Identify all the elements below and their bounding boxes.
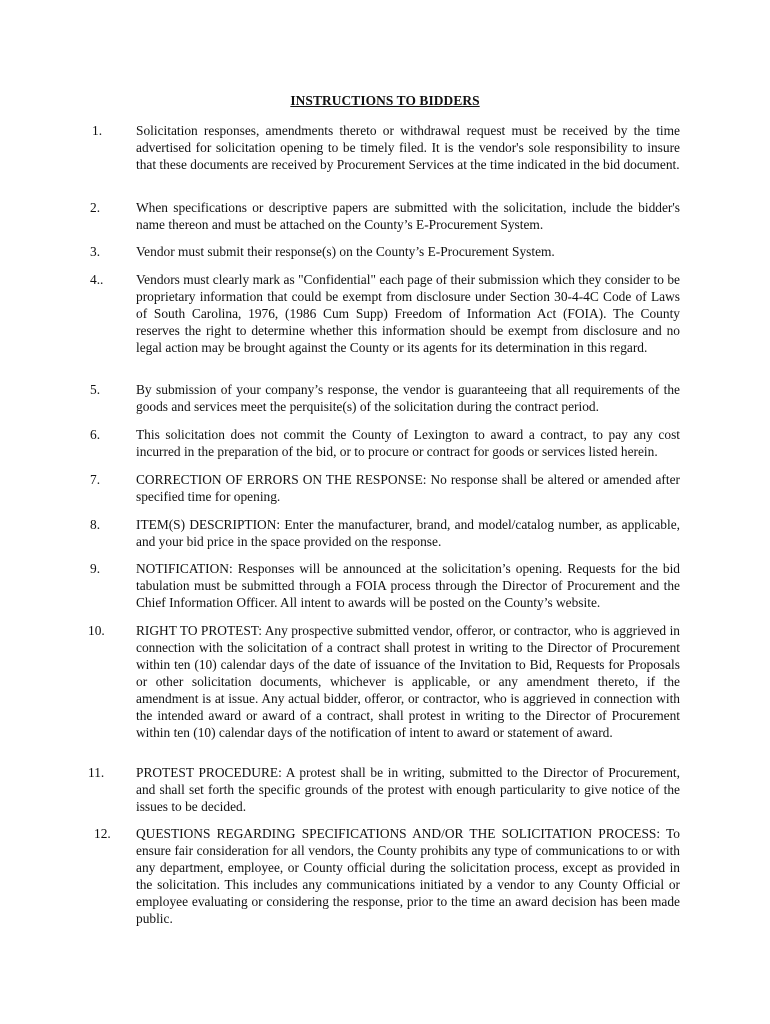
item-number: 3. (90, 244, 101, 259)
item-number: 8. (90, 517, 101, 532)
item-number: 9. (90, 561, 101, 576)
item-text: RIGHT TO PROTEST: Any prospective submitted vendor, offeror, or contractor, who is aggrieved in connection with the solicitation of a contract shall protest in writing to the Director of Procurement within ten (10) calendar days of the date of issuance of the Invitation to Bid, Requests for Proposals or other solicitation documents, whichever is applicable, or any amendment thereto, if the amendment is at issue. Any actual bidder, offeror, or contractor, who is aggrieved in connection with the intended award or award of a contract, shall protest in writing to the Director of Procurement within ten (10) calendar days of the notification of intent to award or statement of award. (136, 623, 680, 740)
item-text: Solicitation responses, amendments thereto or withdrawal request must be received by the time advertised for solicitation opening to be timely filed. It is the vendor's sole responsibility to insure that these documents are received by Procurement Services at the time indicated in the bid document. (136, 123, 680, 172)
item-text: ITEM(S) DESCRIPTION: Enter the manufacturer, brand, and model/catalog number, as applicable, and your bid price in the space provided on the response. (136, 517, 680, 549)
item-number: 1. (92, 123, 103, 138)
item-text: NOTIFICATION: Responses will be announced at the solicitation’s opening. Requests for the bid tabulation must be submitted through a FOIA process through the Director of Procurement and the Chief Information Officer. All intent to awards will be posted on the County’s website. (136, 561, 680, 610)
item-text: This solicitation does not commit the County of Lexington to award a contract, to pay any cost incurred in the preparation of the bid, or to procure or contract for goods or services listed herein. (136, 427, 680, 459)
item-text: QUESTIONS REGARDING SPECIFICATIONS AND/OR THE SOLICITATION PROCESS: To ensure fair consideration for all vendors, the County prohibits any type of communications to or with any department, employee, or County official during the solicitation process, except as provided in the solicitation. This includes any communications initiated by a vendor to any County Official or employee evaluating or considering the response, prior to the time an award decision has been made public. (136, 826, 680, 926)
item-number: 5. (90, 382, 101, 397)
item-text: CORRECTION OF ERRORS ON THE RESPONSE: No response shall be altered or amended after specified time for opening. (136, 472, 680, 504)
item-number: 4.. (90, 272, 104, 287)
item-number: 2. (90, 200, 101, 215)
item-text: By submission of your company’s response, the vendor is guaranteeing that all requirements of the goods and services meet the perquisite(s) of the solicitation during the contract period. (136, 382, 680, 414)
item-text: Vendor must submit their response(s) on the County’s E-Procurement System. (136, 244, 555, 259)
document-title: INSTRUCTIONS TO BIDDERS (290, 93, 480, 108)
item-number: 10. (88, 623, 105, 638)
item-number: 11. (88, 765, 105, 780)
item-text: Vendors must clearly mark as "Confidential" each page of their submission which they consider to be proprietary information that could be exempt from disclosure under Section 30-4-4C Code of Laws of South Carolina, 1976, (1986 Cum Supp) Freedom of Information Act (FOIA). The County reserves the right to determine whether this information should be exempt from disclosure and no legal action may be brought against the County or its agents for its determination in this regard. (136, 272, 680, 355)
item-text: When specifications or descriptive papers are submitted with the solicitation, include the bidder's name thereon and must be attached on the County’s E-Procurement System. (136, 200, 680, 232)
item-text: PROTEST PROCEDURE: A protest shall be in writing, submitted to the Director of Procurement, and shall set forth the specific grounds of the protest with enough particularity to give notice of the issues to be decided. (136, 765, 680, 814)
item-number: 6. (90, 427, 101, 442)
item-number: 7. (90, 472, 101, 487)
item-number: 12. (94, 826, 111, 841)
